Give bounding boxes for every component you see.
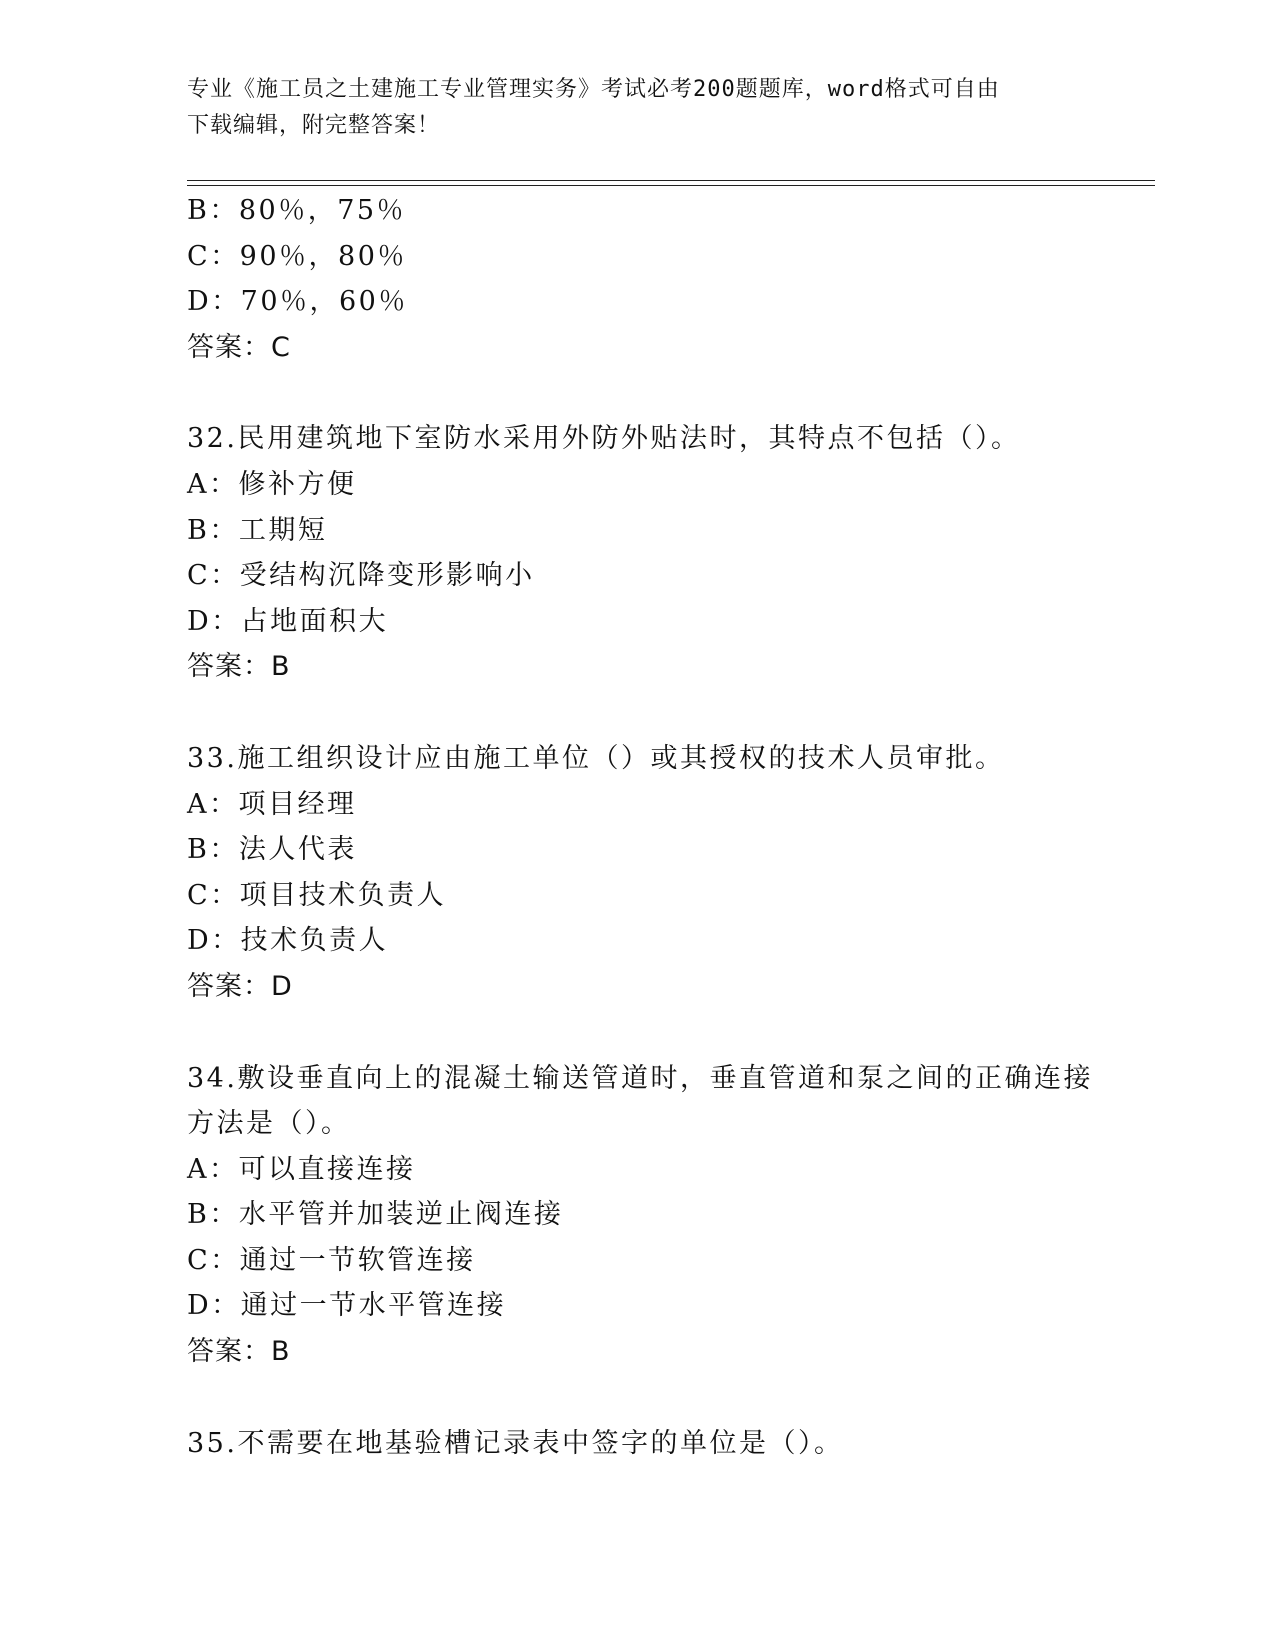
header-line-1: 专业《施工员之土建施工专业管理实务》考试必考200题题库，word格式可自由 <box>187 77 1000 102</box>
option-a: A：修补方便 <box>187 468 357 500</box>
option-d: D：占地面积大 <box>187 605 389 637</box>
spacer <box>187 1375 1155 1421</box>
question-text-line-1: 34.敷设垂直向上的混凝土输送管道时，垂直管道和泵之间的正确连接 <box>187 1062 1093 1094</box>
question-33 <box>187 736 1155 1010</box>
answer: 答案：B <box>187 1336 291 1368</box>
spacer <box>187 1010 1155 1056</box>
header-line-2: 下载编辑，附完整答案！ <box>187 113 441 138</box>
question-32 <box>187 416 1155 690</box>
answer: 答案：D <box>187 970 293 1002</box>
document-body <box>187 188 1155 1466</box>
option-c: C：通过一节软管连接 <box>187 1244 476 1276</box>
option-c: C：项目技术负责人 <box>187 879 447 911</box>
question-text: 33.施工组织设计应由施工单位（）或其授权的技术人员审批。 <box>187 742 1005 774</box>
option-b: B：80％，75％ <box>187 195 407 226</box>
question-31-tail <box>187 188 1155 370</box>
spacer <box>187 370 1155 416</box>
document-header <box>187 72 1087 144</box>
option-b: B：工期短 <box>187 514 328 546</box>
option-c: C：90％，80％ <box>187 240 407 272</box>
question-text: 32.民用建筑地下室防水采用外防外贴法时，其特点不包括（）。 <box>187 423 1021 455</box>
option-d: D：技术负责人 <box>187 925 389 957</box>
answer: 答案：C <box>187 331 291 363</box>
question-text-line-2: 方法是（）。 <box>187 1108 351 1140</box>
header-rule-bottom <box>187 185 1155 186</box>
question-34 <box>187 1056 1155 1375</box>
option-a: A：项目经理 <box>187 788 357 820</box>
question-35 <box>187 1421 1155 1467</box>
option-c: C：受结构沉降变形影响小 <box>187 560 535 592</box>
option-a: A：可以直接连接 <box>187 1153 416 1185</box>
option-b: B：法人代表 <box>187 834 357 866</box>
header-rule-top <box>187 180 1155 181</box>
question-text: 35.不需要在地基验槽记录表中签字的单位是（）。 <box>187 1427 844 1459</box>
spacer <box>187 690 1155 736</box>
option-d: D：通过一节水平管连接 <box>187 1290 507 1322</box>
answer: 答案：B <box>187 651 291 683</box>
option-b: B：水平管并加装逆止阀连接 <box>187 1199 564 1231</box>
option-d: D：70％，60％ <box>187 286 408 318</box>
